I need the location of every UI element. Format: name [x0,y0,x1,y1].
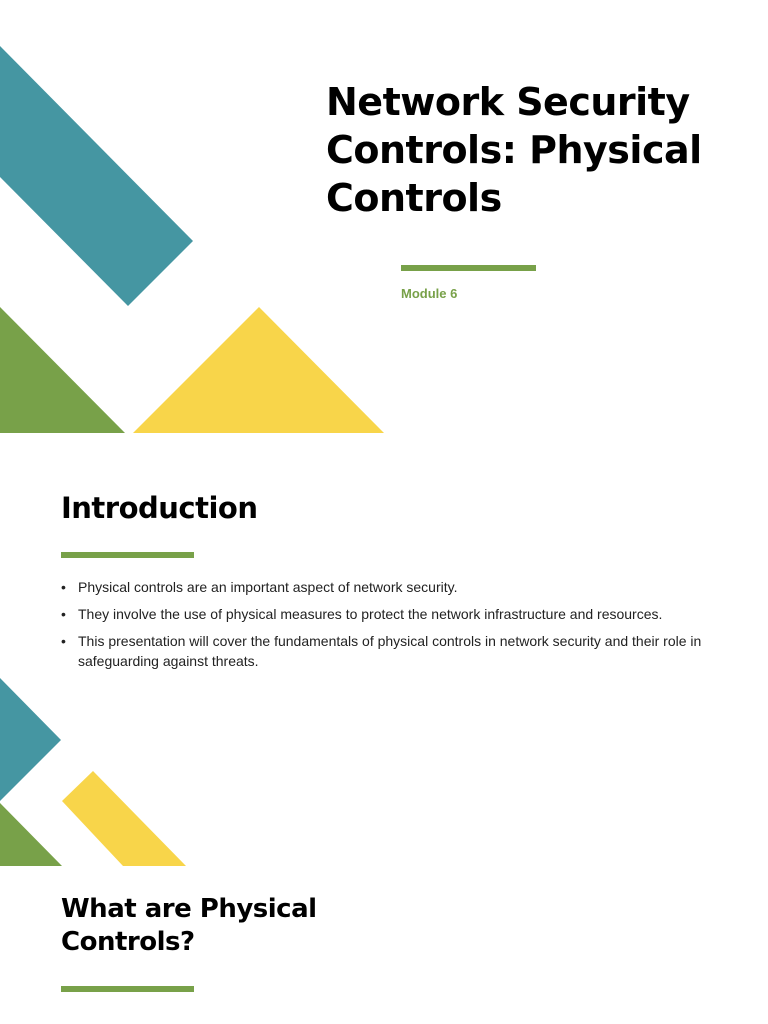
accent-bar [401,265,536,271]
slide-title: Network Security Controls: Physical Controls [326,80,702,220]
green-triangle [0,307,125,433]
slide-title: Introduction [61,491,258,525]
bullet-item: • Physical controls are an important aspect of network security. [61,577,726,597]
bullet-item: • This presentation will cover the fundamentals of physical controls in network security and their role in safeguarding against threats. [61,631,726,671]
slide-subtitle: Module 6 [401,286,458,301]
yellow-diagonal-band [62,771,186,866]
slide-title: What are Physical Controls? [61,894,317,957]
yellow-triangle [133,307,384,433]
teal-diagonal-band [0,46,193,306]
teal-diagonal-band [0,678,61,801]
green-triangle [0,803,62,866]
accent-bar [61,986,194,992]
bullet-item: • They involve the use of physical measures to protect the network infrastructure and resources. [61,604,726,624]
bullet-list [61,577,726,678]
accent-bar [61,552,194,558]
